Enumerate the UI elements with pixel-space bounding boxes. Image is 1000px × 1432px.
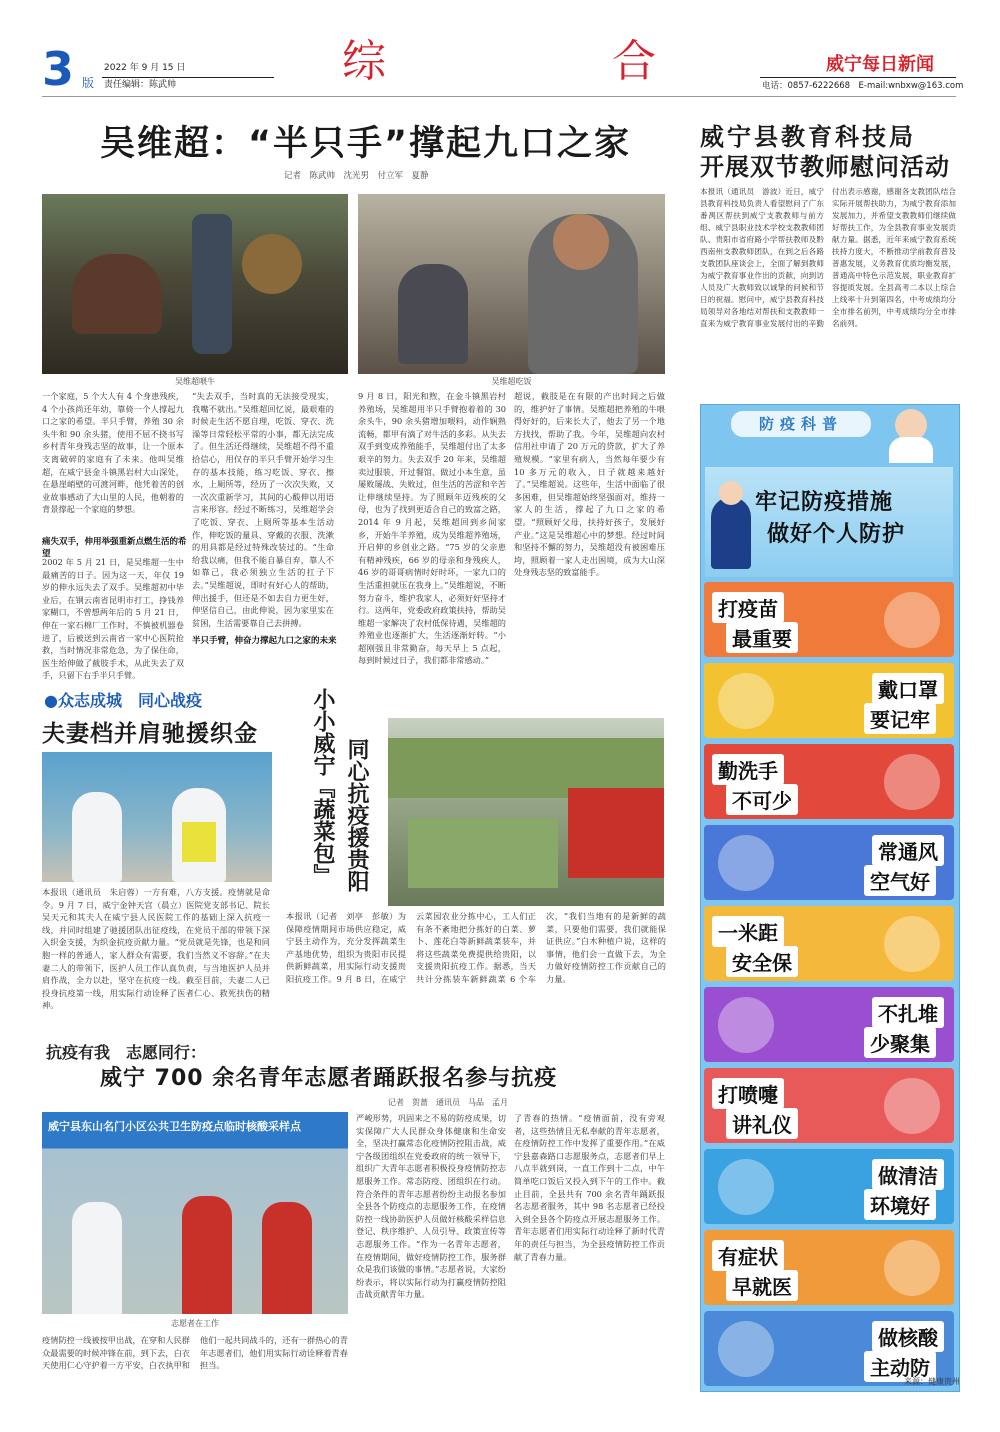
prevention-card-line-2: 早就医 <box>726 1270 798 1301</box>
card-illustration <box>718 835 774 891</box>
prevention-card-line-2: 环境好 <box>864 1189 936 1220</box>
prevention-card <box>704 1068 954 1143</box>
card-illustration <box>884 916 940 972</box>
article4-title-line1: 小小威宁『蔬菜包』 <box>310 688 335 886</box>
prevention-card-line-1: 做清洁 <box>872 1159 944 1190</box>
prevention-card-line-2: 空气好 <box>864 865 936 896</box>
card-illustration <box>718 1159 774 1215</box>
article2-body: 本报讯（通讯员 游波）近日，威宁县教育科技局负责人看望慰问了广东番禺区帮扶到威宁支教教师与前方组、威宁县职业技术学校支教教师团队、贵阳市省府路小学帮扶教师及黔西南州支教教师团队，在到之后各路支教团队座谈会上，全面了解到教师为威宁教育事业作出的贡献，向到访人员及广大教师致以诚挚的问候和节日的祝福。慰问中，威宁县教育科技局领导对各地结对帮扶和支教教师一直来为威宁教育事业发展付出的辛勤付出表示感谢，感谢各支教团队结合实际开展帮扶助力，为威宁教育添加发展加力，并希望支教教师们继续做好帮扶工作，为全县教育事业发展贡献力量。据悉，近年来威宁教育系统扶持力度大，不断推动学前教育普及普惠发展，义务教育优质均衡发展，普通高中特色示范发展，职业教育扩容提质发展。全县高考二本以上综合上线率十升到第四名，中考成绩均分全市排名前列，中考成绩均分全市排名前列。 <box>700 187 956 328</box>
prevention-card-line-1: 勤洗手 <box>712 754 784 785</box>
article2-title-line2: 开展双节教师慰问活动 <box>700 153 950 181</box>
article3-body: 本报讯（通讯员 朱启蓉）一方有难，八方支援。疫情就是命令。9 月 7 日，威宁金钟天宫（晨立）医院党支部书记、院长吴天元和其夫人在威宁县人民医院工作的基础上深入抗疫一线，并同时组建了驰援团队出征疫线，在党员干部的带领下深入织金支援，为织金抗疫贡献力量。“党员就是先锋，也是和同胞一样的普通人，家人群众有需要，我们当然义不容辞。”在夫妻二人的带领下，医护人员工作认真负责，与当地医护人员并肩作战，全力以赴，坚守在抗疫一线。截至目前，夫妻二人已投身抗疫第一线，用实际行动诠释了医者仁心、救死扶伤的精神。 <box>42 887 270 1011</box>
header-rule-left <box>102 77 274 78</box>
banner-line-2: 做好个人防护 <box>767 522 906 547</box>
article1-byline: 记者 陈武帅 沈光男 付立军 夏静 <box>284 171 429 181</box>
prevention-card-line-2: 最重要 <box>726 622 798 653</box>
article1-subhead-2: 半只手臂，伸奋力撑起九口之家的未来 <box>192 636 337 646</box>
prevention-card <box>704 1149 954 1224</box>
prevention-card <box>704 825 954 900</box>
section-title-char-2: 合 <box>612 36 656 87</box>
prevention-card <box>704 663 954 738</box>
card-illustration <box>884 1078 940 1134</box>
prevention-card-line-2: 主动防 <box>864 1351 936 1382</box>
prevention-card <box>704 906 954 981</box>
article1-col3: 9 月 8 日，阳光和煦，在金斗镇黑岩村养殖场，吴维超用半只手臂抱着着的 30 余头牛，90 余头猪增加喂料，动作娴熟流畅，都甲有滴了对牛活的多彩。从失去双手到变成养殖能手，吴维超付出了太多艰辛的努力。失去双手 20 年来，吴维超卖过服装、开过餐馆、做过小本生意，虽屡败屡战、失败过，但生活的苦涩和辛苦让伸继续坚持。为了照顾年迈残疾的父母，也为了找到更适合自己的致富之路，2014 年 9 月起，吴维超回到乡间家乡，开始牛羊养殖，成为吴维超养殖场，开启伸的乡创业之路。“75 岁的父亲患有精神残疾，66 岁的母亲和身残疾人，46 岁的哥哥病情时好时坏，一家九口的生活重担就压在我身上。”吴维超说，不断努力奋斗，维护我家人，必须好好坚持才行。这两年，党委政府政策扶持，帮助吴维超一家解决了农村低保待遇，吴维超的养殖业也逐渐扩大，生活逐渐好转。“小超刚强且非常勤奋，每天早上 5 点起，每到时候过日子，我们都非常感动。” <box>358 391 506 666</box>
nurse-illustration <box>881 409 941 463</box>
article5-title: 威宁 700 余名青年志愿者踊跃报名参与抗疫 <box>100 1066 558 1091</box>
prevention-card-line-1: 不扎堆 <box>872 997 944 1028</box>
photo-feeding-cattle <box>42 194 348 374</box>
card-illustration <box>718 1321 774 1377</box>
photo-caption-volunteers: 志愿者在工作 <box>171 1319 219 1328</box>
header-bottom-rule <box>42 96 956 97</box>
photo-couple-medics <box>42 752 272 882</box>
photo-volunteers <box>42 1112 348 1314</box>
card-illustration <box>718 673 774 729</box>
article1-title: 吴维超：“半只手”撑起九口之家 <box>100 124 632 164</box>
prevention-card-line-2: 讲礼仪 <box>726 1108 798 1139</box>
prevention-card-line-1: 做核酸 <box>872 1321 944 1352</box>
prevention-card-line-1: 常通风 <box>872 835 944 866</box>
prevention-card-line-1: 戴口罩 <box>872 673 944 704</box>
photo-vegetable-truck <box>388 718 664 906</box>
sidebar-header: 防疫科普 <box>731 411 871 437</box>
article1-col4: 超说，截肢是在有限的产出时间之后做的，维护好了事情。吴维超把养殖的牛喂得好好的，后来长大了，他去了另一个地方找找，帮助了我。今年，吴维超向农村信用社申请了 20 万元的贷款，扩大了养殖规模。“家里有病人，当然每年要少有 10 多万元的收入，日子就越来越好了。”吴维超说。这些年，生活中面临了很多困难，但吴维超始终坚强面对，维持一家人的生活，撑起了九口之家的希望。“照顾好父母，扶持好孩子，发展好产业。”这是吴维超心中的梦想。经过时间和坚持不懈的努力，吴维超没有被困难压垮，照顾着一家人走出困境，成为大山深处身残志坚的致富能手。 <box>514 391 665 578</box>
issue-date: 2022 年 9 月 15 日 <box>104 63 186 73</box>
photo-banner-text: 威宁县东山名门小区公共卫生防疫点临时核酸采样点 <box>48 1120 301 1133</box>
article1-col1: 一个家庭，5 个大人有 4 个身患残疾，4 个小孩尚还年幼，靠倚一个人撑起九口之家的希望。半只手臂，养殖 30 余头牛和 90 余头猪，使用不屈不挠书写乡村青年身残志坚的故事，让一个原本支离破碎的家庭有了未来。他叫吴维超，在威宁县金斗镇黑岩村大山深处，在悬崖峭壁的可渡河畔，他凭着苦的创业故事感动了大山里的人民，他朝着的背景撑起一个家庭的梦想。 <box>42 391 184 515</box>
article5-byline: 记者 贺蔷 通讯员 马品 孟月 <box>388 1098 508 1107</box>
article1-subhead-1: 痛失双手，伸用举强重新点燃生活的希望 <box>42 537 187 559</box>
page-number: 3 <box>42 42 75 96</box>
section-tag: ●众志成城 同心战疫 <box>44 691 202 710</box>
card-illustration <box>884 754 940 810</box>
prevention-card-line-2: 少聚集 <box>864 1027 936 1058</box>
prevention-card <box>704 744 954 819</box>
card-illustration <box>884 1240 940 1296</box>
sidebar-source: 来源：健康贵州 <box>904 1377 960 1386</box>
photo-caption-eating: 吴维超吃饭 <box>491 377 532 386</box>
prevention-card-line-1: 打疫苗 <box>712 592 784 623</box>
article4-body: 本报讯（记者 刘亭 彭敏）为保障疫情期间市场供应稳定，威宁县主动作为，充分发挥蔬菜生产基地优势，组织为贵阳市民提供新鲜蔬菜，用实际行动支援贵阳抗疫工作。9 月 8 日，在威宁云菜园农业分拣中心，工人们正有条不紊地把分拣好的白菜、萝卜、莲花白等新鲜蔬菜装车，并将这些蔬菜免费提供给贵阳，以支援贵阳抗疫工作。据悉，当天共计分拣装车新鲜蔬菜 6 个车次，“我们当地有的是新鲜的蔬菜，只要他们需要，我们就能保证供应。”白木种植户说，这样的事情，他们会一直做下去，为全力做好疫情防控工作贡献自己的力量。 <box>286 911 666 984</box>
prevention-card <box>704 987 954 1062</box>
editor-line: 责任编辑：陈武帅 <box>104 80 177 90</box>
prevention-card-line-1: 一米距 <box>712 916 784 947</box>
sidebar-banner <box>705 467 953 577</box>
photo-caption-feeding: 吴维超喂牛 <box>175 377 215 386</box>
article1-col2: “失去双手，当时真的无法接受现实，我嘴不就出。”吴维超回忆说，最艰难的时候走生活不愿自理，吃饭、穿衣、洗澡等日常轻松平常的小事，都无法完成了。但生活还得继续，吴维超不得不重拾信心，用仅存的半只手臂开始学习生存的基本技能，练习吃饭、穿衣、擦水，上厕所等，经历了一次次失败，又一次次重新学习，其间的心酸伸以用语言来形容。经过不断练习，吴维超学会了吃饭、穿衣、上厕所等基本生活动作，伸吃饭的量具、穿戴的衣服、洗漱的用具都是经过特殊改装过的。“生命给我以痛，但我不能自暴自弃，靠人不如靠己，我必须独立生活的扛子下去。”吴维超说，即时有好心人的帮助，伸出援手，但还是不如去自力更生好，伸坚信自己，由此伸说，因为家里实在贫困，生活需要靠自己去拼搏。 <box>192 391 334 628</box>
card-illustration <box>718 997 774 1053</box>
article3-title: 夫妻档并肩驰援织金 <box>42 721 258 747</box>
newspaper-name: 威宁每日新闻 <box>826 54 934 75</box>
article4-title-line2: 同心抗疫援贵阳 <box>344 738 369 892</box>
prevention-card-line-1: 有症状 <box>712 1240 784 1271</box>
article5-col3: 了青春的热情。“疫情面前，没有旁观者，这些热情且无私奉献的青年志愿者，在疫情防控工作中发挥了重要作用。”在威宁县嘉森路口志愿服务点，志愿者们早上八点半就到岗，一直工作到十二点，中午简单吃口饭后又投入到下午的工作中。截止目前，全县共有 700 余名青年踊跃报名志愿者服务，其中 98 名志愿者已经投入到全县各个防疫点开展志愿服务工作。青年志愿者们用实际行动诠释了新时代青年的责任与担当，为全县疫情防控工作贡献了青春力量。 <box>514 1113 665 1262</box>
banner-line-1: 牢记防疫措施 <box>755 490 894 515</box>
prevention-card-line-2: 不可少 <box>726 784 798 815</box>
article2-title-line1: 威宁县教育科技局 <box>700 123 916 151</box>
card-illustration <box>884 592 940 648</box>
article5-col2: 严峻形势，巩固来之不易的防疫成果，切实保障广大人民群众身体健康和生命安全，坚决打赢常态化疫情防控阻击战，威宁各级团组织在党委政府的统一领导下，组织广大青年志愿者积极投身疫情防控志愿服务工作。常态防疫、团组织在行动。符合条件的青年志愿者纷纷主动报名参加全县各个防疫点的志愿服务工作，在疫情防控一线协助医护人员做好核酸采样信息登记、秩序维护、人员引导、政策宣传等志愿服务工作。“作为一名青年志愿者，在疫情期间，做好疫情防控工作，服务群众是我们该做的事情。”志愿者说，大家纷纷表示，将以实际行动为打赢疫情防控阻击战贡献青年力量。 <box>356 1113 506 1300</box>
article5-kicker: 抗疫有我 志愿同行： <box>46 1043 207 1062</box>
prevention-card <box>704 1311 954 1386</box>
prevention-card-line-2: 安全保 <box>726 946 798 977</box>
page-suffix: 版 <box>82 76 95 90</box>
prevention-card-line-1: 打喷嚏 <box>712 1078 784 1109</box>
prevention-card <box>704 1230 954 1305</box>
photo-eating <box>358 194 665 374</box>
prevention-card <box>704 582 954 657</box>
section-title-char-1: 综 <box>342 36 386 87</box>
header-rule-right <box>760 77 956 78</box>
article5-col1: 疫情防控一线被按甲出战，在穿和人民群众最需要的时候冲锋在前，到下去，白衣天使用仁心守护着一方平安，白衣执甲和他们一起共同战斗的，还有一群热心的青年志愿者们，他们用实际行动诠释着青春担当。 <box>42 1335 348 1371</box>
contact-line: 电话：0857-6222668 E-mail:wnbxw@163.com <box>762 81 964 91</box>
article1-col1b: 2002 年 5 月 21 日，是吴维超一生中最痛苦的日子。因为这一天，年仅 19 岁的伸永远失去了双手。吴维超初中毕业后，在钢云南省昆明市打工，挣钱养家糊口，不曾想两年后的 5 月 21 日，伸在一家石棉厂工作时，不慎被机器卷进了，后被送到云南省一家中心医院抢救，当时情况非常危急，为了保住命，医生给伸做了截肢手术，从此失去了双手，只留下右手半只手臂。 <box>42 557 184 680</box>
prevention-card-line-2: 要记牢 <box>864 703 936 734</box>
